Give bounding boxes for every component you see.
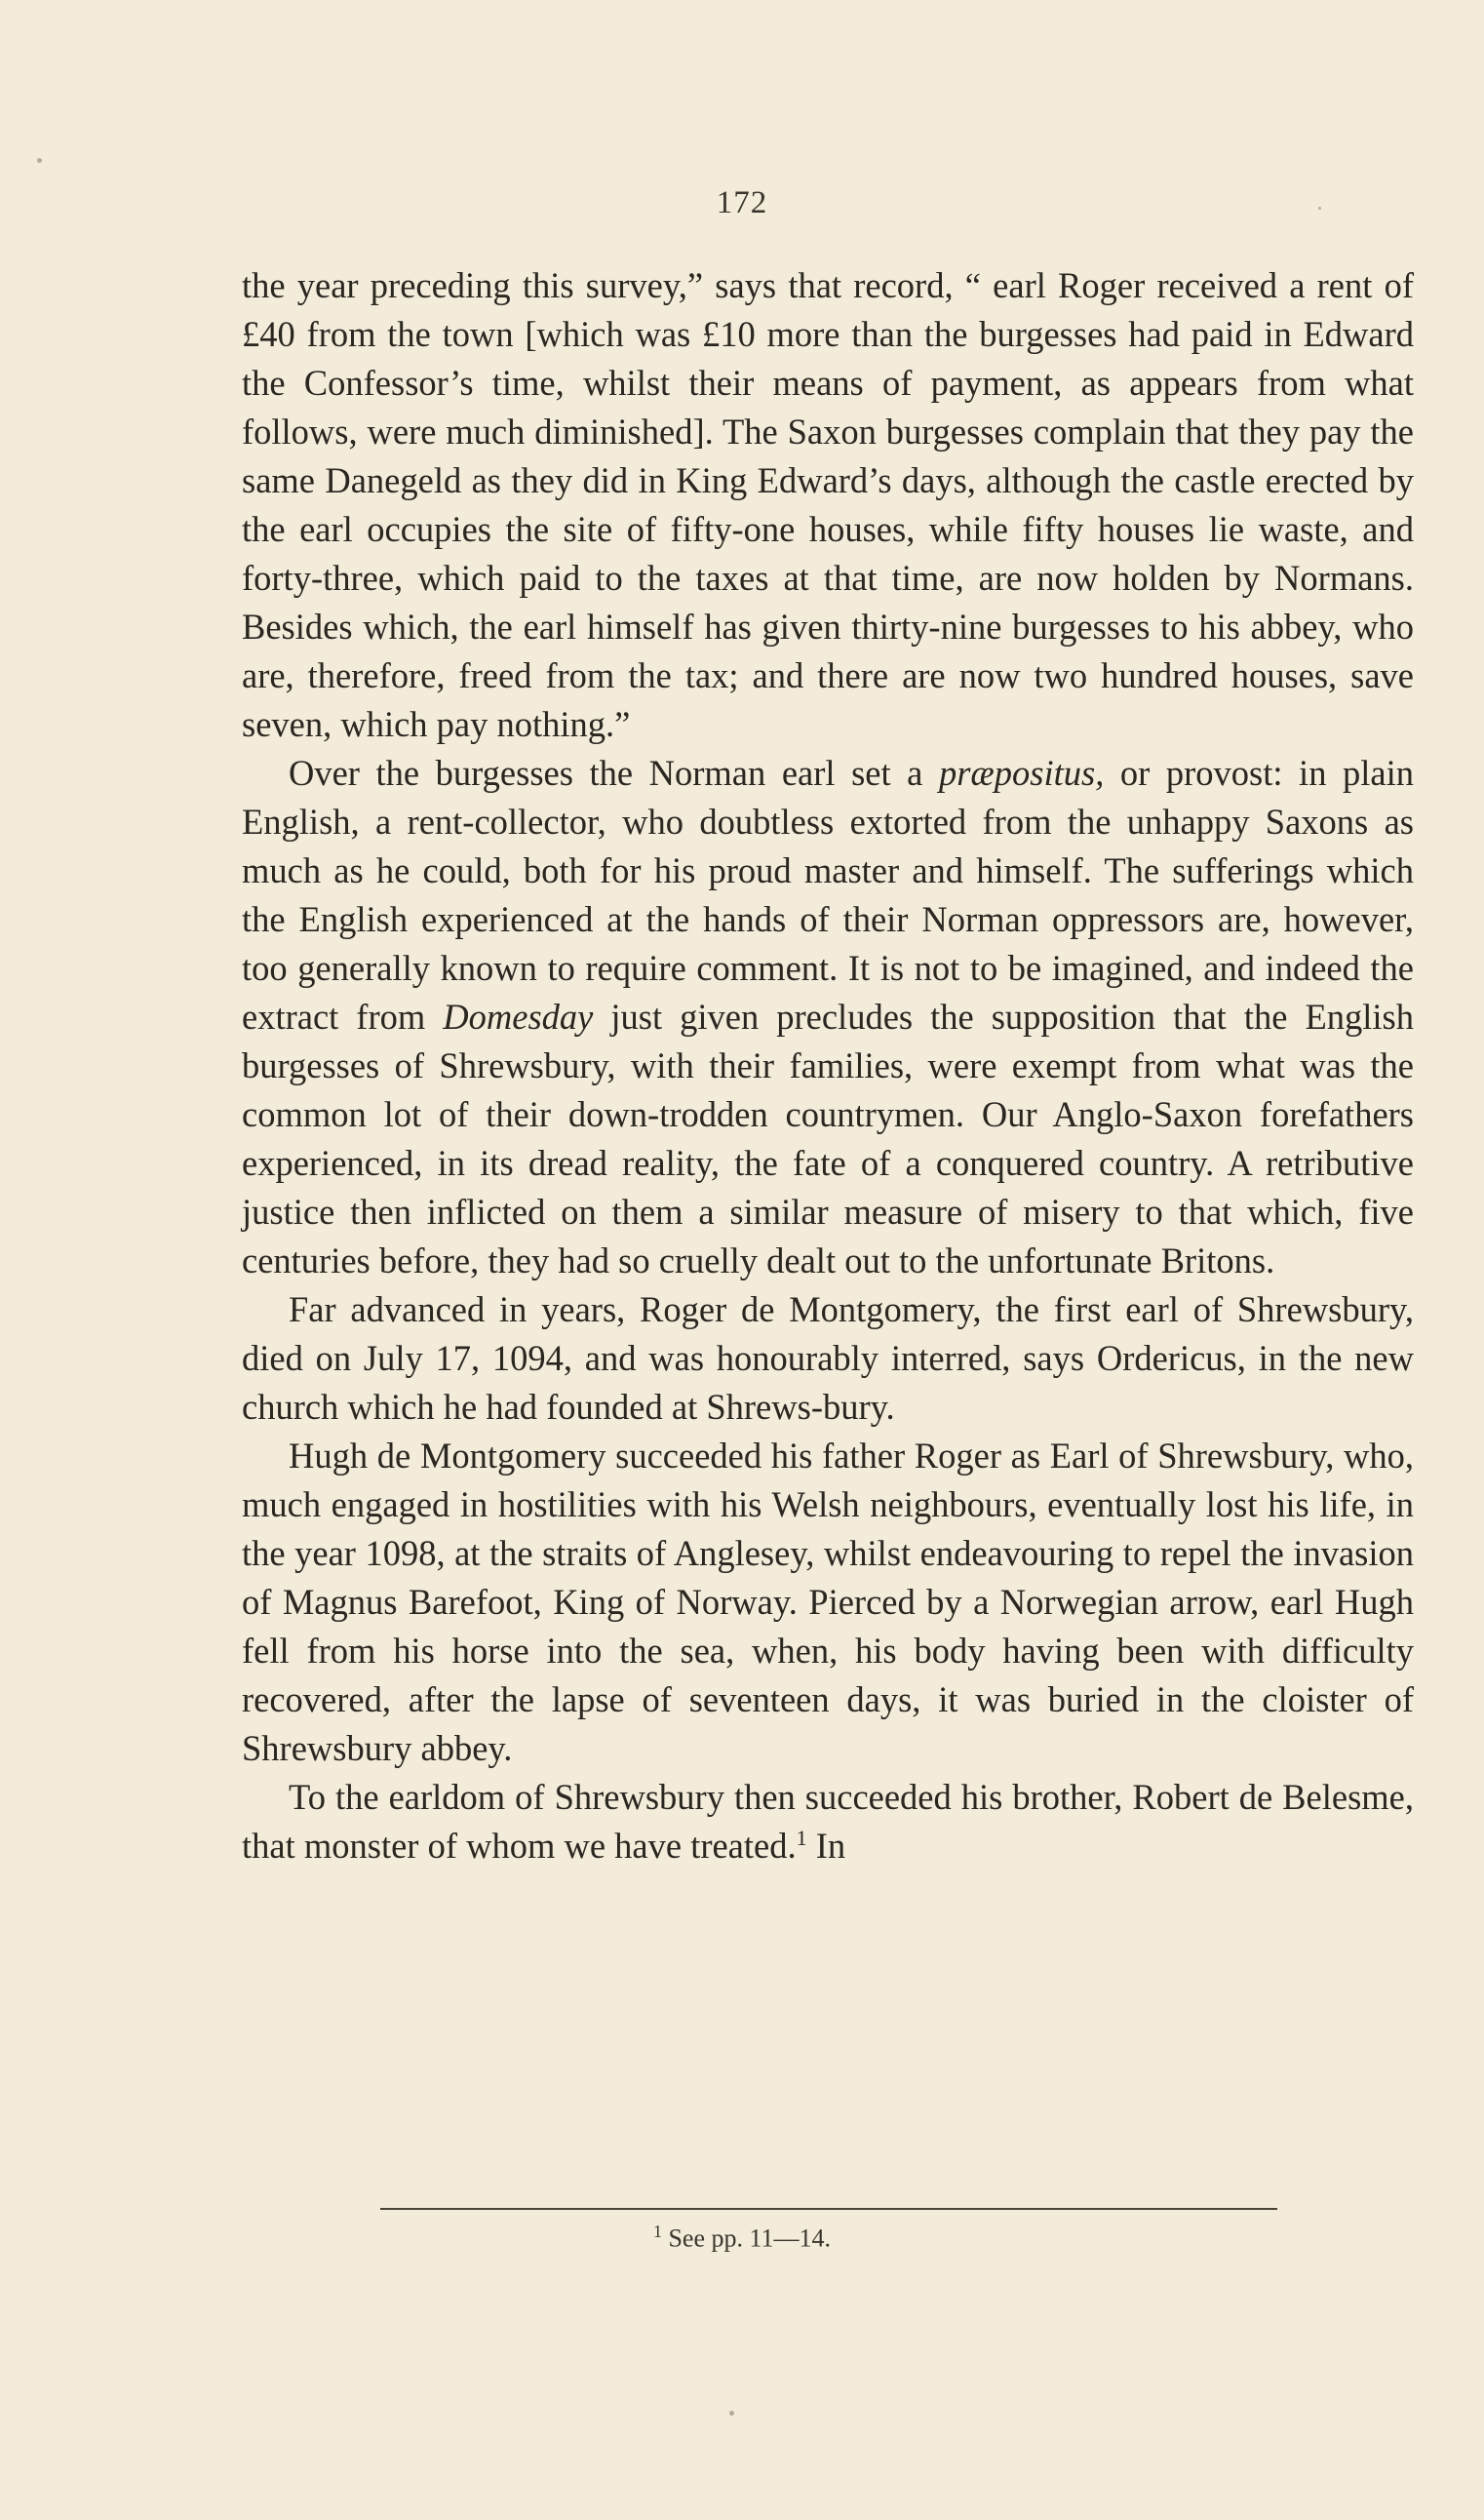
text-run: Far advanced in years, Roger de Montgomery, the first earl of Shrewsbury, died on July 17, 1094, and was honourably interred, says Ordericus, in the new church which he had founded at Shrews-bury. bbox=[242, 1289, 1414, 1427]
footnote-mark: 1 bbox=[652, 2222, 662, 2241]
footnote-reference: 1 bbox=[796, 1825, 807, 1850]
paragraph bbox=[242, 1285, 1414, 1432]
paragraph bbox=[242, 261, 1414, 749]
paragraph bbox=[242, 1773, 1414, 1870]
footnote-rule bbox=[380, 2208, 1277, 2210]
page-number: 172 bbox=[716, 185, 768, 220]
paper-speck bbox=[37, 158, 42, 163]
text-run: To the earldom of Shrewsbury then succeeded his brother, Robert de Belesme, that monster of whom we have treated. bbox=[242, 1777, 1414, 1866]
paragraph bbox=[242, 749, 1414, 1285]
footnote-text: See pp. 11—14. bbox=[661, 2224, 832, 2253]
text-run: or provost: in plain English, a rent-collector, who doubtless extorted from the unhappy Saxons as much as he could, both for his proud master and himself. The sufferings which the English experienced at the hands of their Norman oppressors are, however, too generally known to require comment. It is not to be imagined, and indeed the extract from bbox=[242, 753, 1414, 1037]
paper-speck bbox=[729, 2411, 734, 2416]
body-text bbox=[242, 261, 1414, 1870]
text-run: just given precludes the supposition that the English burgesses of Shrewsbury, with their families, were exempt from what was the common lot of their down-trodden countrymen. Our Anglo-Saxon forefathers experienced, in its dread reality, the fate of a conquered country. A retributive justice then inflicted on them a similar measure of misery to that which, five centuries before, they had so cruelly dealt out to the unfortunate Britons. bbox=[242, 997, 1414, 1280]
italic-text: præpositus, bbox=[938, 753, 1105, 793]
text-run: In bbox=[806, 1826, 846, 1866]
footnote bbox=[0, 2222, 1484, 2254]
paragraph bbox=[242, 1432, 1414, 1773]
paper-speck bbox=[1318, 207, 1321, 210]
italic-text: Domesday bbox=[443, 997, 594, 1037]
text-run: Hugh de Montgomery succeeded his father Roger as Earl of Shrewsbury, who, much engaged in hostilities with his Welsh neighbours, eventually lost his life, in the year 1098, at the straits of Anglesey, whilst endeavouring to repel the invasion of Magnus Barefoot, King of Norway. Pierced by a Norwegian arrow, earl Hugh fell from his horse into the sea, when, his body having been with difficulty recovered, after the lapse of seventeen days, it was buried in the cloister of Shrewsbury abbey. bbox=[242, 1436, 1414, 1768]
text-run: the year preceding this survey,” says that record, “ earl Roger received a rent of £40 from the town [which was £10 more than the burgesses had paid in Edward the Confessor’s time, whilst their means of payment, as appears from what follows, were much diminished]. The Saxon burgesses complain that they pay the same Danegeld as they did in King Edward’s days, although the castle erected by the earl occupies the site of fifty-one houses, while fifty houses lie waste, and forty-three, which paid to the taxes at that time, are now holden by Normans. Besides which, the earl himself has given thirty-nine burgesses to his abbey, who are, therefore, freed from the tax; and there are now two hundred houses, save seven, which pay nothing.” bbox=[242, 265, 1414, 744]
text-run: Over the burgesses the Norman earl set a bbox=[289, 753, 939, 793]
